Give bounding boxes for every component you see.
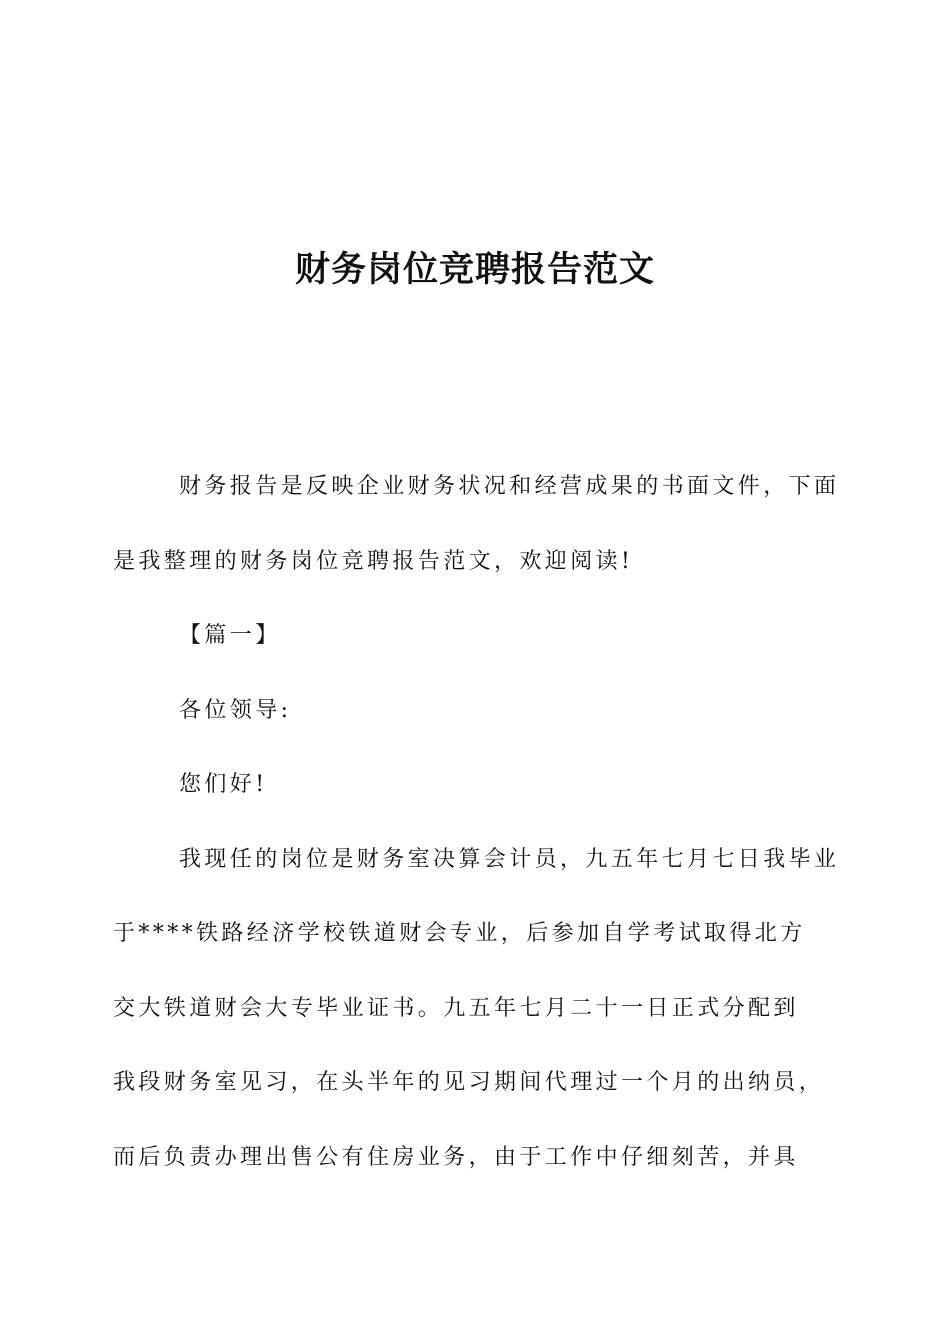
greeting <box>146 748 826 823</box>
salutation-text: 各位领导: <box>179 697 292 723</box>
body-line-1: 我现任的岗位是财务室决算会计员，九五年七月七日我毕业 <box>179 846 840 872</box>
document-title: 财务岗位竞聘报告范文 <box>294 250 655 291</box>
intro-paragraph <box>113 450 840 599</box>
intro-line-2: 是我整理的财务岗位竞聘报告范文，欢迎阅读! <box>113 548 634 574</box>
body-line-5: 而后负责办理出售公有住房业务，由于工作中仔细刻苦，并具 <box>113 1144 799 1170</box>
section-label <box>146 599 826 674</box>
body-line-2: 于****铁路经济学校铁道财会专业，后参加自学考试取得北方 <box>113 921 806 946</box>
intro-line-1: 财务报告是反映企业财务状况和经营成果的书面文件，下面 <box>179 474 840 499</box>
document-body <box>113 450 840 1195</box>
body-line-3: 交大铁道财会大专毕业证书。九五年七月二十一日正式分配到 <box>113 995 799 1021</box>
body-line-4: 我段财务室见习，在头半年的见习期间代理过一个月的出纳员， <box>113 1070 825 1095</box>
greeting-text: 您们好! <box>179 772 268 797</box>
salutation <box>146 674 826 749</box>
section-label-text: 【篇一】 <box>179 623 281 648</box>
body-paragraph <box>113 823 840 1196</box>
